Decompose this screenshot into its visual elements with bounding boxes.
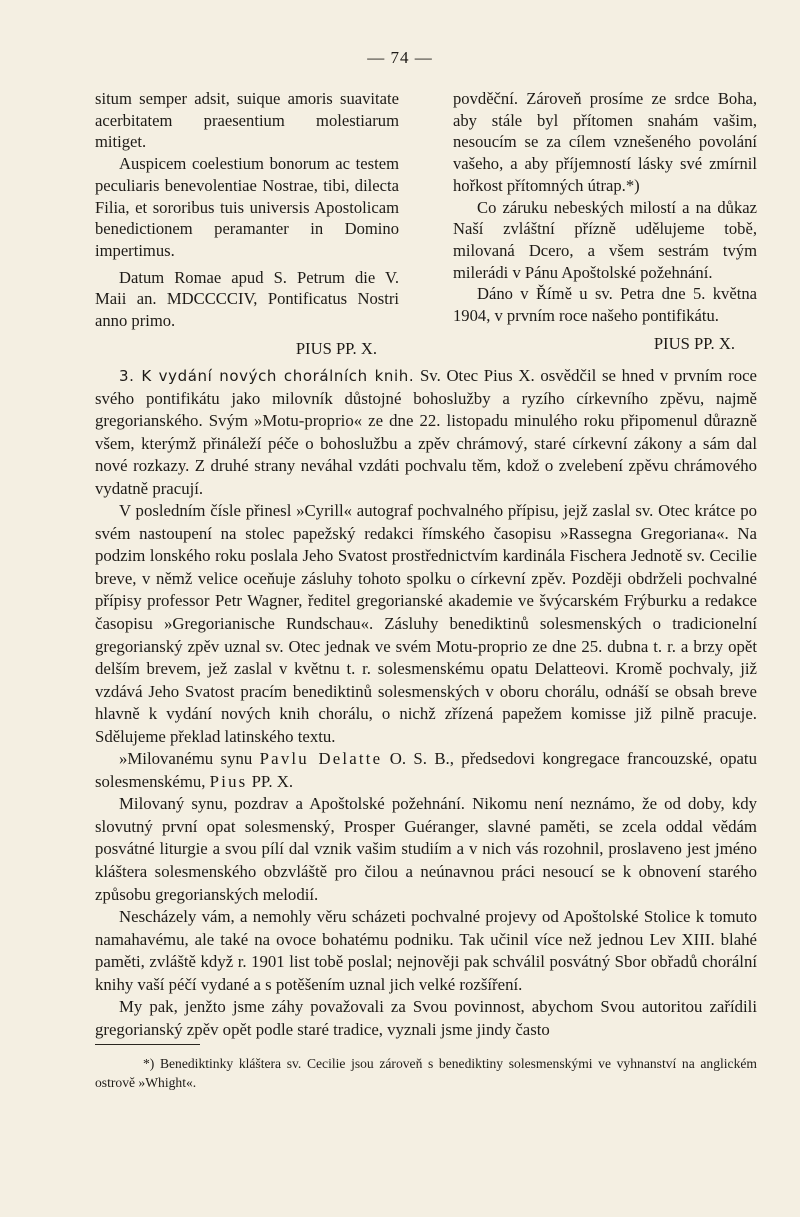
article-paragraph: Milovaný synu, pozdrav a Apoštolské požehnání. Nikomu není neznámo, že od doby, kdy slovutný první opat solesmenský, Prosper Guéranger, slavné paměti, se zcela oddal vědám posvátné liturgie a svou pílí dal vznik vašim studiím a v nich vás rozohnil, proslaveno jest jméno kláštera solesmenského obzvláště pro čilou a neúnavnou práci nesoucí se k obnovení starého způsobu gregorianských melodií. <box>95 794 757 904</box>
left-paragraph: Datum Romae apud S. Petrum die V. Maii an. MDCCCCIV, Pontificatus Nostri anno primo. <box>95 267 399 331</box>
breve-address <box>95 748 757 793</box>
footnote <box>95 1054 757 1092</box>
address-end: PP. X. <box>251 771 294 791</box>
article-intro-text: Sv. Otec Pius X. osvědčil se hned v prvním roce svého pontifikátu jako milovník důstojné bohoslužby a ryzího církevního zpěvu, najmě gregorianského. Svým »Motu-proprio« ze dne 22. listopadu minulého roku připomenul důrazně všem, kterýmž přináleží péče o bohoslužbu a zpěv chrámový, staré církevní zákony a sám dal nové rozkazy. Z druhé strany neváhal vzdáti pochvalu těm, kdož o zvelebení zpěvu chrámového vydatně pracují. <box>95 366 758 498</box>
left-signature: PIUS PP. X. <box>295 338 377 358</box>
article-paragraph: V posledním čísle přinesl »Cyrill« autograf pochvalného přípisu, jejž zaslal sv. Otec krátce po svém nastoupení na stolec papežský redakci římského časopisu »Rassegna Gregoriana«. Na podzim lonského roku poslala Jeho Svatost prostřednictvím kardinála Fischera Jednotě sv. Cecilie breve, v němž velice oceňuje zásluhy tohoto spolku o církevní zpěv. Později obdrželi pochvalné přípisy professor Petr Wagner, ředitel gregorianské akademie ve švýcarském Frýburku a redakce časopisu »Gregorianische Rundschau«. Zásluhy benediktinů solesmenských o tradicionelní gregorianský zpěv uznal sv. Otec jednak ve svém Motu-proprio ze dne 25. dubna t. r. a brzy opět delším brevem, jež zaslal v květnu t. r. solesmenskému opatu Delatteovi. Kromě pochvaly, již vzdává Jeho Svatost pracím benediktinů solesmenských v oboru chorálu, odnáší se obsah breve hlavně k vydání nových knih chorálu, o nichž zřízená papežem komisse již pilně pracuje. Sdělujeme překlad latinského textu. <box>95 501 757 746</box>
right-paragraph: Dáno v Římě u sv. Petra dne 5. května 1904, v prvním roce našeho pontifikátu. <box>453 284 757 326</box>
right-column-czech <box>453 88 757 359</box>
article-paragraph: My pak, jenžto jsme záhy považovali za Svou povinnost, abychom Svou autoritou zařídili gregorianský zpěv opět podle staré tradice, vyznali jsme jindy často <box>95 997 757 1039</box>
pope-name: Pius <box>209 771 248 791</box>
footnote-text: *) Benediktinky kláštera sv. Cecilie jsou zároveň s benediktiny solesmenskými ve vyhnanství na anglickém ostrově »Whight«. <box>95 1056 757 1090</box>
right-paragraph: Co záruku nebeských milostí a na důkaz Naší zvláštní přízně udělujeme tobě, milovaná Dcero, a všem sestrám tvým milerádi v Pánu Apoštolské požehnání. <box>453 197 757 282</box>
page-number: — 74 — <box>367 48 433 67</box>
addressee-name: Pavlu Delatte <box>259 749 383 769</box>
right-signature: PIUS PP. X. <box>653 333 735 353</box>
article-body <box>95 365 757 1041</box>
left-column-latin <box>95 88 399 359</box>
left-paragraph: situm semper adsit, suique amoris suavitate acerbitatem praesentium molestiarum mitiget. <box>95 89 399 152</box>
footnote-divider <box>95 1044 200 1045</box>
left-paragraph: Auspicem coelestium bonorum ac testem peculiaris benevolentiae Nostrae, tibi, dilecta Filia, et sororibus tuis universis Apostolicam benedictionem peramanter in Domino impertimus. <box>95 154 399 260</box>
article-intro <box>95 365 757 500</box>
two-column-section <box>95 88 757 359</box>
right-paragraph: povděční. Zároveň prosíme ze srdce Boha, aby stále byl přítomen snahám vašim, nesoucím se za cílem vznešeného povolání vašeho, a aby příjemností lásky své zmírnil hořkost přítomných útrap.*) <box>453 89 757 195</box>
article-heading: 3. K vydání nových chorálních knih. <box>119 367 415 385</box>
address-mid: O. S. B., předsedovi kongregace francouzské, opatu solesmenskému, <box>95 749 757 791</box>
address-start: »Milovanému synu <box>119 749 253 769</box>
article-paragraph: Nescházely vám, a nemohly věru scházeti pochvalné projevy od Apoštolské Stolice k tomuto namahavému, ale také na ovoce bohatému podniku. Tak učinil více než jednou Lev XIII. blahé paměti, zvláště když r. 1901 list tobě poslal; nejnověji pak schválil posvátný Sbor obřadů chorální knihy vaší péčí vydané a s potěšením uznal jich velké rozšíření. <box>95 907 757 994</box>
